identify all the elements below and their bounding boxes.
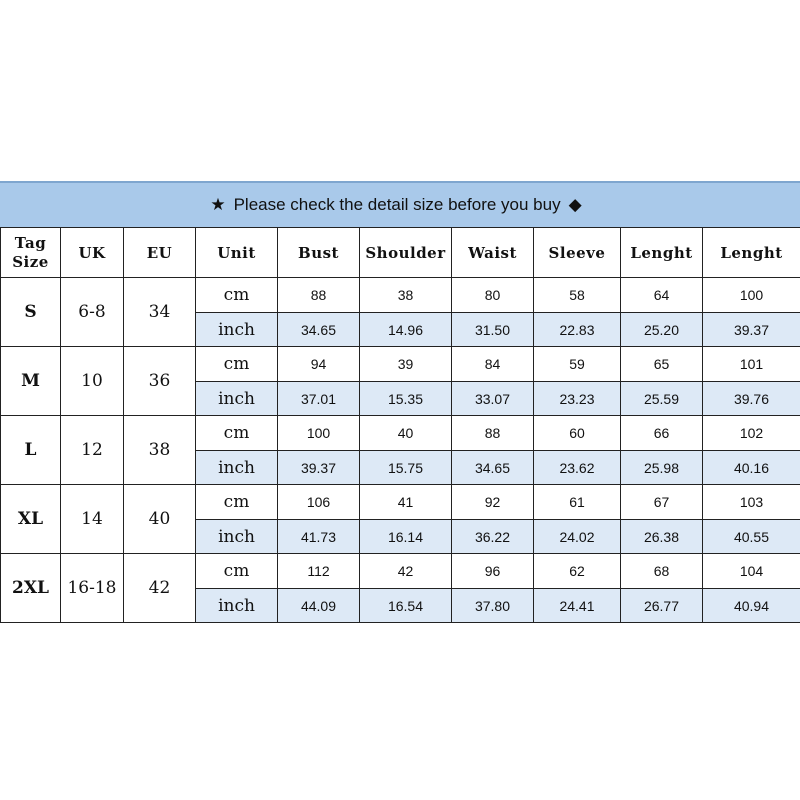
measure-inch-cell: 15.75: [360, 451, 452, 485]
header-bust: Bust: [278, 228, 360, 278]
measure-cm-cell: 103: [703, 485, 800, 520]
eu-size-cell: 36: [124, 347, 196, 416]
measure-inch-cell: 41.73: [278, 520, 360, 554]
measure-inch-cell: 44.09: [278, 589, 360, 623]
header-row: [1, 228, 800, 278]
header-sleeve: Sleeve: [534, 228, 621, 278]
measure-cm-cell: 66: [621, 416, 703, 451]
measure-cm-cell: 100: [703, 278, 800, 313]
measure-cm-cell: 58: [534, 278, 621, 313]
measure-inch-cell: 36.22: [452, 520, 534, 554]
measure-inch-cell: 34.65: [278, 313, 360, 347]
measure-inch-cell: 26.38: [621, 520, 703, 554]
size-row-cm: [1, 416, 800, 451]
measure-cm-cell: 94: [278, 347, 360, 382]
measure-inch-cell: 23.62: [534, 451, 621, 485]
measure-inch-cell: 37.01: [278, 382, 360, 416]
measure-inch-cell: 39.37: [278, 451, 360, 485]
unit-cm-cell: cm: [196, 278, 278, 313]
measure-cm-cell: 80: [452, 278, 534, 313]
measure-cm-cell: 41: [360, 485, 452, 520]
measure-inch-cell: 40.94: [703, 589, 800, 623]
unit-cm-cell: cm: [196, 554, 278, 589]
measure-inch-cell: 24.41: [534, 589, 621, 623]
uk-size-cell: 12: [61, 416, 124, 485]
measure-cm-cell: 65: [621, 347, 703, 382]
measure-cm-cell: 102: [703, 416, 800, 451]
measure-inch-cell: 24.02: [534, 520, 621, 554]
measure-cm-cell: 106: [278, 485, 360, 520]
header-uk: UK: [61, 228, 124, 278]
header-tag-line1: Tag: [14, 233, 47, 252]
measure-cm-cell: 68: [621, 554, 703, 589]
tag-size-cell: M: [1, 347, 61, 416]
diamond-icon: ◆: [568, 195, 582, 214]
measure-inch-cell: 25.59: [621, 382, 703, 416]
measure-cm-cell: 64: [621, 278, 703, 313]
measure-inch-cell: 34.65: [452, 451, 534, 485]
size-row-cm: [1, 347, 800, 382]
eu-size-cell: 40: [124, 485, 196, 554]
measure-cm-cell: 40: [360, 416, 452, 451]
measure-cm-cell: 96: [452, 554, 534, 589]
measure-inch-cell: 16.14: [360, 520, 452, 554]
measure-inch-cell: 33.07: [452, 382, 534, 416]
header-waist: Waist: [452, 228, 534, 278]
measure-cm-cell: 67: [621, 485, 703, 520]
measure-cm-cell: 62: [534, 554, 621, 589]
size-row-cm: [1, 485, 800, 520]
measure-cm-cell: 42: [360, 554, 452, 589]
size-row-cm: [1, 278, 800, 313]
measure-inch-cell: 15.35: [360, 382, 452, 416]
measure-inch-cell: 39.37: [703, 313, 800, 347]
measure-cm-cell: 112: [278, 554, 360, 589]
uk-size-cell: 14: [61, 485, 124, 554]
measure-inch-cell: 25.20: [621, 313, 703, 347]
eu-size-cell: 34: [124, 278, 196, 347]
measure-cm-cell: 104: [703, 554, 800, 589]
header-unit: Unit: [196, 228, 278, 278]
uk-size-cell: 10: [61, 347, 124, 416]
measure-inch-cell: 16.54: [360, 589, 452, 623]
header-shoulder: Shoulder: [360, 228, 452, 278]
eu-size-cell: 38: [124, 416, 196, 485]
uk-size-cell: 6-8: [61, 278, 124, 347]
size-chart-table: [0, 227, 800, 623]
measure-inch-cell: 23.23: [534, 382, 621, 416]
measure-cm-cell: 39: [360, 347, 452, 382]
measure-cm-cell: 61: [534, 485, 621, 520]
measure-inch-cell: 40.55: [703, 520, 800, 554]
measure-cm-cell: 88: [278, 278, 360, 313]
measure-inch-cell: 26.77: [621, 589, 703, 623]
uk-size-cell: 16-18: [61, 554, 124, 623]
measure-cm-cell: 88: [452, 416, 534, 451]
eu-size-cell: 42: [124, 554, 196, 623]
measure-cm-cell: 100: [278, 416, 360, 451]
measure-inch-cell: 14.96: [360, 313, 452, 347]
measure-cm-cell: 92: [452, 485, 534, 520]
header-length-1: Lenght: [621, 228, 703, 278]
measure-cm-cell: 38: [360, 278, 452, 313]
tag-size-cell: L: [1, 416, 61, 485]
measure-inch-cell: 39.76: [703, 382, 800, 416]
banner-text: Please check the detail size before you buy: [233, 195, 561, 214]
header-tag-line2: Size: [12, 252, 49, 271]
header-tag-size: [1, 228, 61, 278]
measure-inch-cell: 40.16: [703, 451, 800, 485]
star-icon: ★: [210, 195, 226, 214]
measure-cm-cell: 101: [703, 347, 800, 382]
measure-inch-cell: 37.80: [452, 589, 534, 623]
unit-cm-cell: cm: [196, 416, 278, 451]
unit-inch-cell: inch: [196, 451, 278, 485]
measure-cm-cell: 84: [452, 347, 534, 382]
unit-inch-cell: inch: [196, 313, 278, 347]
tag-size-cell: 2XL: [1, 554, 61, 623]
tag-size-cell: S: [1, 278, 61, 347]
measure-inch-cell: 25.98: [621, 451, 703, 485]
tag-size-cell: XL: [1, 485, 61, 554]
unit-inch-cell: inch: [196, 382, 278, 416]
measure-cm-cell: 60: [534, 416, 621, 451]
size-notice-banner: [0, 181, 800, 227]
unit-cm-cell: cm: [196, 485, 278, 520]
header-eu: EU: [124, 228, 196, 278]
measure-inch-cell: 22.83: [534, 313, 621, 347]
measure-cm-cell: 59: [534, 347, 621, 382]
size-row-cm: [1, 554, 800, 589]
unit-cm-cell: cm: [196, 347, 278, 382]
header-length-2: Lenght: [703, 228, 800, 278]
measure-inch-cell: 31.50: [452, 313, 534, 347]
unit-inch-cell: inch: [196, 520, 278, 554]
unit-inch-cell: inch: [196, 589, 278, 623]
